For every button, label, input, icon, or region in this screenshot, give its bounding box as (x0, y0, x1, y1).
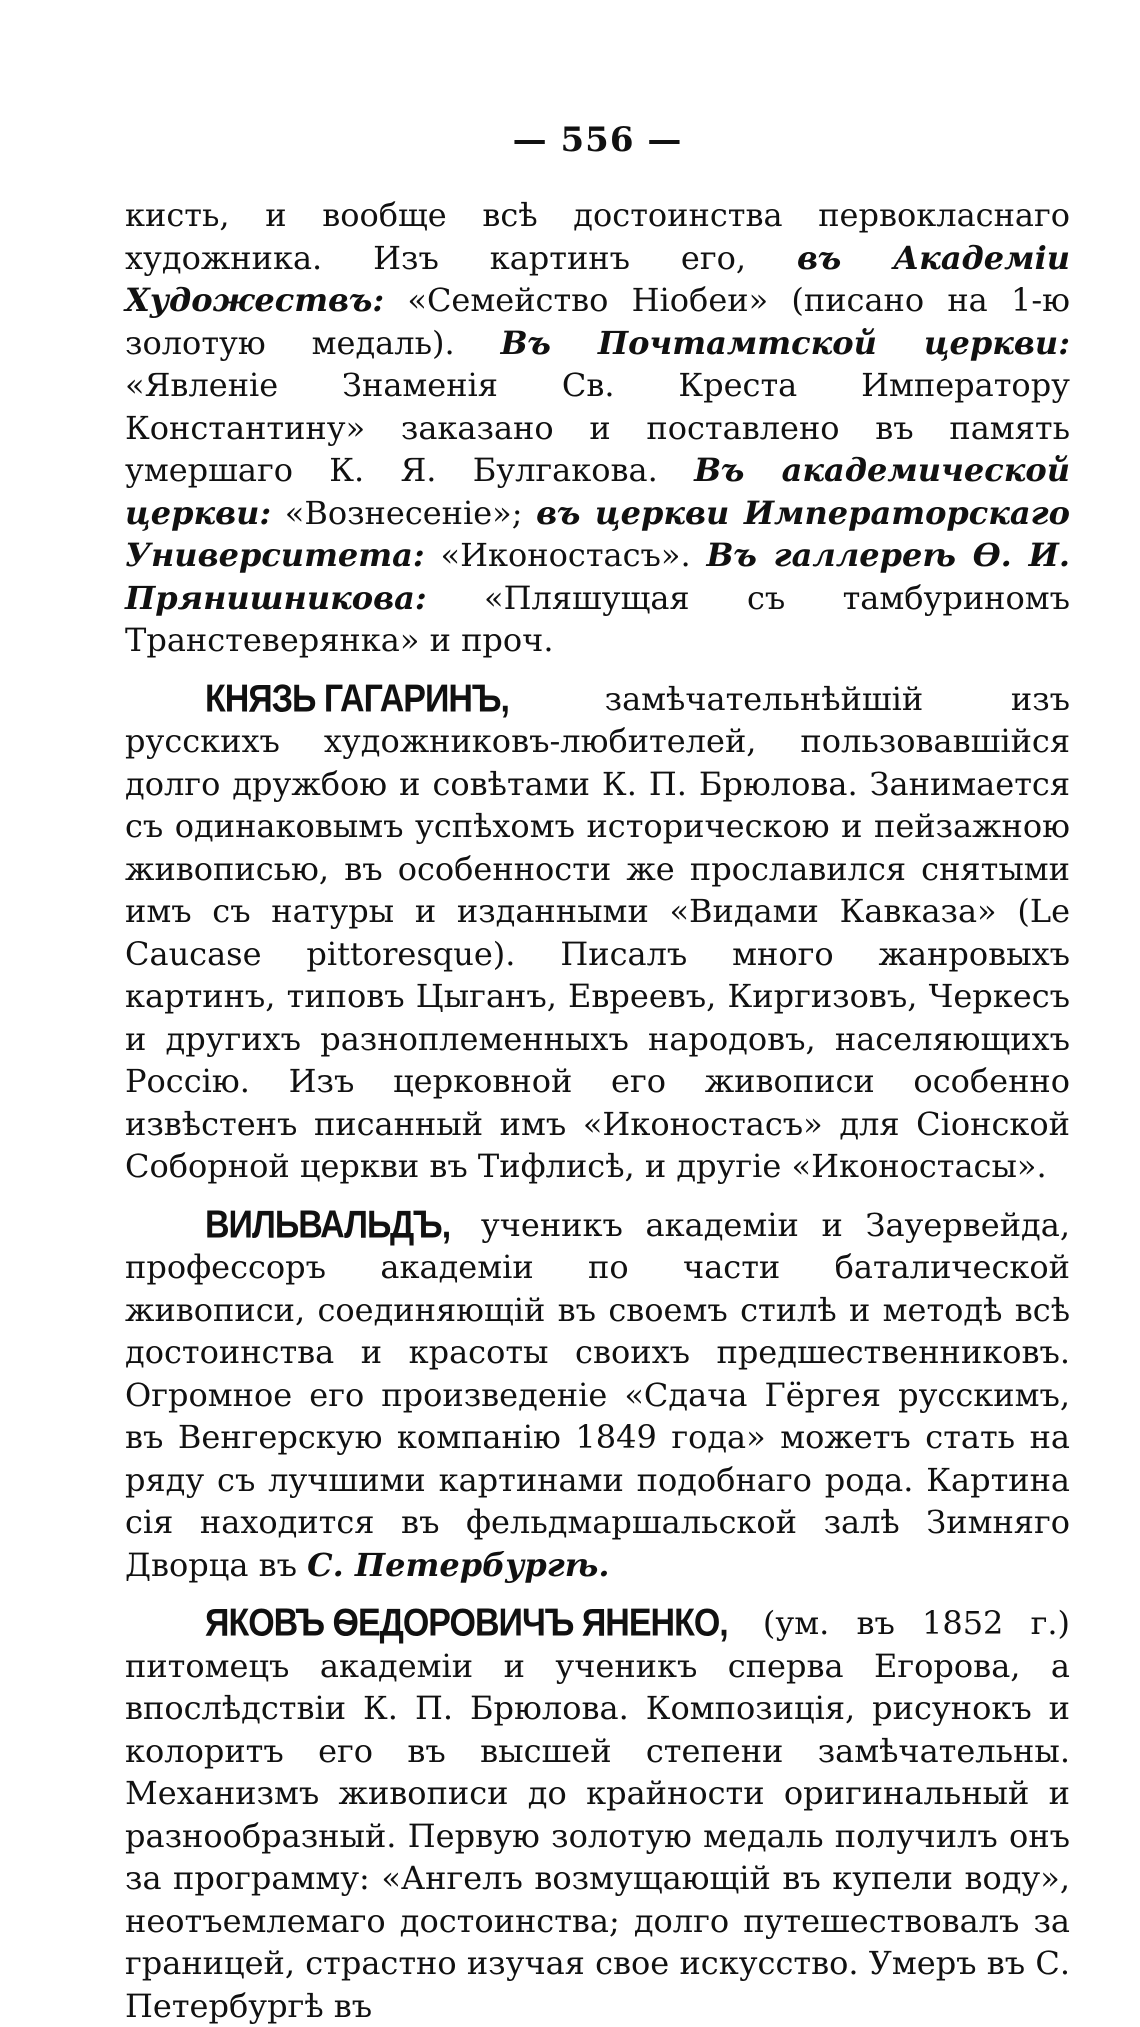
entry-vilvald (125, 1204, 1070, 1587)
entry-gagarin (125, 678, 1070, 1188)
entry-italic-end: С. Петербургѣ. (307, 1545, 610, 1584)
paragraph-intro (125, 194, 1070, 662)
intro-text-2: «Семейство Ніобеи» (писано на 1-ю золотую медаль). (125, 281, 1070, 362)
page-number: — 556 — (512, 120, 683, 160)
entry-heading: КНЯЗЬ ГАГАРИНЪ, (205, 676, 509, 721)
intro-text-5: «Иконостасъ». (424, 536, 707, 574)
intro-italic-1: въ Академіи Художествъ: (125, 238, 1071, 319)
entry-text: замѣчательнѣйшій изъ русскихъ художниковъ-любителей, пользовавшійся долго дружбою и совѣтами К. П. Брюлова. Занимается съ одинаковымъ успѣхомъ историческою и пейзажною живописью, въ особенности же прославился снятыми имъ съ натуры и изданными «Видами Кавказа» (Le Caucase pittoresque). Писалъ много жанровыхъ картинъ, типовъ Цыганъ, Евреевъ, Киргизовъ, Черкесъ и другихъ разноплеменныхъ народовъ, населяющихъ Россію. Изъ церковной его живописи особенно извѣстенъ писанный имъ «Иконостасъ» для Сіонской Соборной церкви въ Тифлисѣ, и другіе «Иконостасы». (125, 679, 1070, 1185)
intro-text-3: «Явленіе Знаменія Св. Креста Императору Константину» заказано и поставлено въ память умершаго К. Я. Булгакова. (125, 366, 1070, 489)
entry-heading: ЯКОВЪ ѲЕДОРОВИЧЪ ЯНЕНКО, (205, 1601, 728, 1645)
intro-text-6: «Пляшущая съ тамбуриномъ Транстеверянка» и проч. (125, 578, 1070, 659)
entry-text: ученикъ академіи и Зауервейда, профессоръ академіи по части баталической живописи, соединяющій въ своемъ стилѣ и методѣ всѣ достоинства и красоты своихъ предшественниковъ. Огромное его произведеніе «Сдача Гёргея русскимъ, въ Венгерскую компанію 1849 года» можетъ стать на ряду съ лучшими картинами подобнаго рода. Картина сія находится въ фельдмаршальской залѣ Зимняго Дворца въ (125, 1205, 1070, 1584)
intro-text-4: «Вознесеніе»; (271, 493, 537, 532)
intro-italic-4: въ церкви Императорскаго Университета: (125, 493, 1071, 574)
intro-italic-5: Въ галлереѣ Ѳ. И. Прянишникова: (125, 536, 1071, 617)
intro-italic-3: Въ академической церкви: (125, 451, 1071, 532)
entry-yanenko (125, 1602, 1070, 2027)
entry-text: (ум. въ 1852 г.) питомецъ академіи и ученикъ сперва Егорова, а впослѣдствіи К. П. Брюлова. Композиція, рисунокъ и колоритъ его въ высшей степени замѣчательны. Механизмъ живописи до крайности оригинальный и разнообразный. Первую золотую медаль получилъ онъ за программу: «Ангелъ возмущающій въ купели воду», неотъемлемаго достоинства; долго путешествовалъ за границей, страстно изучая свое искусство. Умеръ въ С. Петербургѣ въ (125, 1604, 1070, 2025)
intro-text-1: кисть, и вообще всѣ достоинства первокласнаго художника. Изъ картинъ его, (125, 196, 1070, 277)
entry-heading: ВИЛЬВАЛЬДЪ, (205, 1202, 451, 1247)
intro-italic-2: Въ Почтамтской церкви: (500, 323, 1071, 362)
